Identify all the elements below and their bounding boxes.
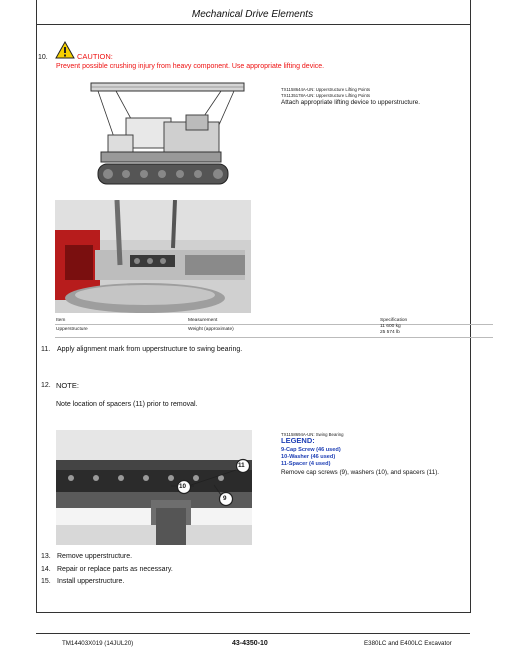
note-label: NOTE: bbox=[56, 381, 79, 390]
step-12-number: 12. bbox=[41, 382, 51, 389]
spec-measurement: Weight (approximate) bbox=[188, 327, 234, 332]
step-10-number: 10. bbox=[38, 54, 48, 61]
spec-header-measurement: Measurement bbox=[188, 318, 218, 323]
warning-triangle-icon bbox=[55, 41, 75, 59]
spec-row-divider bbox=[55, 337, 493, 338]
legend-item-11: 11-Spacer (4 used) bbox=[281, 461, 331, 467]
footer-model: E380LC and E400LC Excavator bbox=[364, 640, 452, 647]
note-text: Note location of spacers (11) prior to removal. bbox=[56, 401, 198, 408]
swing-bearing-photo bbox=[56, 430, 252, 545]
step-15-text: Install upperstructure. bbox=[57, 578, 125, 585]
excavator-lifting-figure bbox=[86, 80, 256, 195]
footer-divider bbox=[36, 633, 470, 634]
spec-header-divider bbox=[55, 324, 493, 325]
spec-value-lb: 25 574 lb bbox=[380, 330, 400, 335]
caution-label: CAUTION: bbox=[77, 52, 113, 61]
step-14-number: 14. bbox=[41, 566, 51, 573]
step-11-number: 11. bbox=[41, 346, 51, 353]
spec-header-specification: Specification bbox=[380, 318, 408, 323]
step-10-instruction: Attach appropriate lifting device to upperstructure. bbox=[281, 99, 420, 106]
lifting-points-photo bbox=[55, 200, 251, 313]
footer-doc-id: TM14403X019 (14JUL20) bbox=[62, 640, 134, 647]
spec-value-kg: 11 600 kg bbox=[380, 324, 401, 329]
step-14-text: Repair or replace parts as necessary. bbox=[57, 566, 173, 573]
callout-label-9: 9 bbox=[223, 495, 227, 502]
figure-caption-1: TX1158644A-UN: Upperstructure Lifting Points bbox=[281, 87, 371, 92]
step-13-number: 13. bbox=[41, 553, 51, 560]
caution-text: Prevent possible crushing injury from heavy component. Use appropriate lifting device. bbox=[56, 63, 325, 70]
page-title: Mechanical Drive Elements bbox=[191, 9, 314, 20]
spec-header-item: Item bbox=[56, 318, 66, 323]
step-12-instruction: Remove cap screws (9), washers (10), and spacers (11). bbox=[281, 469, 440, 476]
step-11-text: Apply alignment mark from upperstructure to swing bearing. bbox=[57, 346, 243, 353]
spec-item: Upperstructure bbox=[56, 327, 88, 332]
callout-label-11: 11 bbox=[238, 462, 245, 469]
footer-page-number: 43-4350-10 bbox=[232, 640, 268, 647]
swing-bearing-caption: TX1158694A-UN: Swing Bearing bbox=[281, 432, 344, 437]
figure-caption-2: TX1135178A-UN: Upperstructure Lifting Points bbox=[281, 93, 371, 98]
legend-item-10: 10-Washer (46 used) bbox=[281, 454, 336, 460]
callout-label-10: 10 bbox=[179, 483, 187, 490]
step-15-number: 15. bbox=[41, 578, 51, 585]
legend-item-9: 9-Cap Screw (46 used) bbox=[281, 447, 341, 453]
step-13-text: Remove upperstructure. bbox=[57, 553, 133, 560]
legend-title: LEGEND: bbox=[281, 436, 315, 445]
header-divider bbox=[36, 24, 470, 25]
